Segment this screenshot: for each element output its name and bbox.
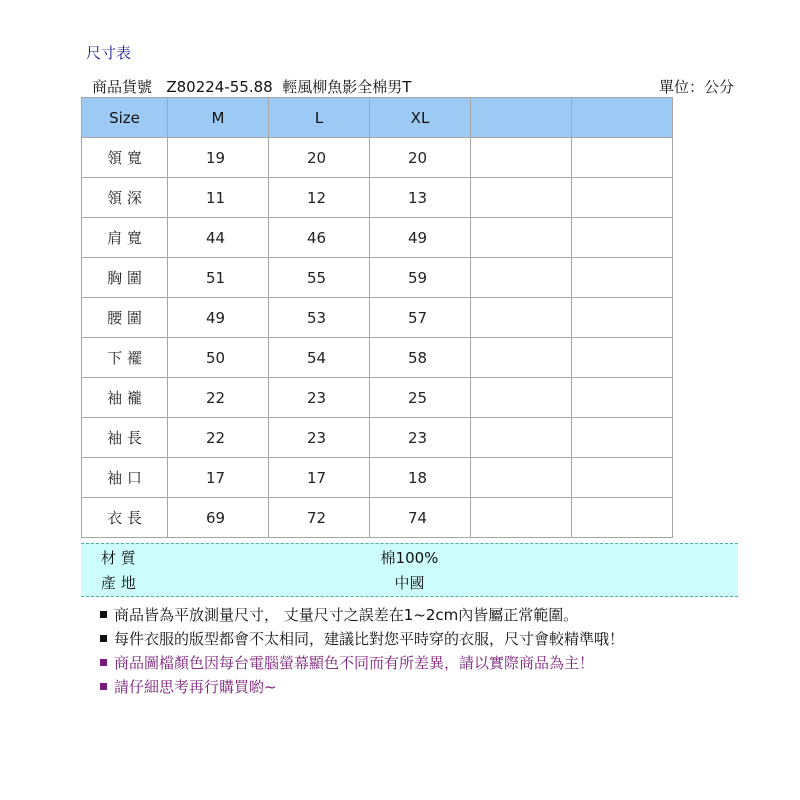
table-row bbox=[82, 378, 673, 418]
table-cell bbox=[572, 338, 673, 378]
table-cell: 50 bbox=[168, 338, 269, 378]
table-cell: 18 bbox=[370, 458, 471, 498]
product-label: 商品貨號 bbox=[92, 78, 153, 96]
table-cell bbox=[572, 498, 673, 538]
table-cell bbox=[471, 138, 572, 178]
table-cell: 58 bbox=[370, 338, 471, 378]
note-text: 每件衣服的版型都會不太相同，建議比對您平時穿的衣服，尺寸會較精準哦！ bbox=[114, 629, 625, 648]
bullet-icon bbox=[100, 635, 107, 642]
table-cell: 72 bbox=[269, 498, 370, 538]
bullet-icon bbox=[100, 659, 107, 666]
material-band bbox=[81, 543, 738, 597]
row-label: 袖 口 bbox=[82, 458, 168, 498]
table-cell: 23 bbox=[269, 418, 370, 458]
header-cell: Size bbox=[82, 98, 168, 138]
row-label: 下 襬 bbox=[82, 338, 168, 378]
header-cell bbox=[471, 98, 572, 138]
product-code: Z80224-55.88 bbox=[166, 78, 273, 96]
table-cell: 22 bbox=[168, 418, 269, 458]
table-row bbox=[82, 138, 673, 178]
table-cell: 51 bbox=[168, 258, 269, 298]
table-cell bbox=[471, 298, 572, 338]
material-label: 材 質 bbox=[101, 549, 136, 567]
table-row bbox=[82, 178, 673, 218]
table-cell: 11 bbox=[168, 178, 269, 218]
row-label: 袖 長 bbox=[82, 418, 168, 458]
table-cell: 55 bbox=[269, 258, 370, 298]
table-cell bbox=[572, 458, 673, 498]
note-item bbox=[100, 650, 624, 674]
note-item bbox=[100, 674, 624, 698]
table-cell: 69 bbox=[168, 498, 269, 538]
origin-label: 產 地 bbox=[101, 574, 136, 592]
table-cell: 17 bbox=[269, 458, 370, 498]
product-name: 輕風柳魚影全棉男T bbox=[282, 78, 412, 96]
table-cell bbox=[471, 338, 572, 378]
header-cell: XL bbox=[370, 98, 471, 138]
table-cell: 54 bbox=[269, 338, 370, 378]
bullet-icon bbox=[100, 683, 107, 690]
table-row bbox=[82, 458, 673, 498]
row-label: 領 寬 bbox=[82, 138, 168, 178]
bullet-icon bbox=[100, 611, 107, 618]
table-cell: 46 bbox=[269, 218, 370, 258]
table-cell: 23 bbox=[269, 378, 370, 418]
row-label: 衣 長 bbox=[82, 498, 168, 538]
table-row bbox=[82, 338, 673, 378]
row-label: 領 深 bbox=[82, 178, 168, 218]
note-text: 請仔細思考再行購買喲~ bbox=[114, 677, 277, 696]
note-text: 商品皆為平放測量尺寸， 丈量尺寸之誤差在1~2cm內皆屬正常範圍。 bbox=[114, 605, 579, 624]
table-cell: 19 bbox=[168, 138, 269, 178]
table-cell bbox=[572, 418, 673, 458]
table-cell bbox=[471, 418, 572, 458]
note-item bbox=[100, 626, 624, 650]
table-cell: 49 bbox=[370, 218, 471, 258]
table-row bbox=[82, 498, 673, 538]
table-cell bbox=[572, 178, 673, 218]
note-item bbox=[100, 602, 624, 626]
header-cell: L bbox=[269, 98, 370, 138]
table-cell bbox=[471, 178, 572, 218]
table-cell: 22 bbox=[168, 378, 269, 418]
row-label: 肩 寬 bbox=[82, 218, 168, 258]
table-row bbox=[82, 298, 673, 338]
size-table-header bbox=[82, 98, 673, 138]
table-cell: 57 bbox=[370, 298, 471, 338]
table-cell: 25 bbox=[370, 378, 471, 418]
unit-label: 單位：公分 bbox=[658, 78, 734, 96]
size-table bbox=[81, 97, 673, 538]
row-label: 袖 襱 bbox=[82, 378, 168, 418]
material-row bbox=[81, 545, 738, 569]
header-cell bbox=[572, 98, 673, 138]
table-cell: 23 bbox=[370, 418, 471, 458]
table-cell: 20 bbox=[370, 138, 471, 178]
row-label: 胸 圍 bbox=[82, 258, 168, 298]
table-cell: 53 bbox=[269, 298, 370, 338]
origin-row bbox=[81, 570, 738, 594]
table-cell: 49 bbox=[168, 298, 269, 338]
table-cell: 17 bbox=[168, 458, 269, 498]
table-cell: 59 bbox=[370, 258, 471, 298]
table-cell bbox=[572, 138, 673, 178]
table-cell bbox=[471, 498, 572, 538]
table-cell: 74 bbox=[370, 498, 471, 538]
origin-value: 中國 bbox=[394, 574, 425, 592]
table-cell: 13 bbox=[370, 178, 471, 218]
table-cell: 44 bbox=[168, 218, 269, 258]
table-cell: 20 bbox=[269, 138, 370, 178]
table-cell bbox=[572, 218, 673, 258]
header-cell: M bbox=[168, 98, 269, 138]
table-cell bbox=[471, 258, 572, 298]
table-cell bbox=[572, 258, 673, 298]
table-row bbox=[82, 418, 673, 458]
row-label: 腰 圍 bbox=[82, 298, 168, 338]
notes-list bbox=[100, 602, 624, 698]
table-row bbox=[82, 218, 673, 258]
page-title: 尺寸表 bbox=[86, 44, 132, 62]
table-cell bbox=[572, 298, 673, 338]
table-cell: 12 bbox=[269, 178, 370, 218]
table-cell bbox=[471, 218, 572, 258]
material-value: 棉100% bbox=[380, 549, 439, 567]
product-line bbox=[92, 76, 411, 97]
note-text: 商品圖檔顏色因每台電腦螢幕顯色不同而有所差異，請以實際商品為主！ bbox=[114, 653, 595, 672]
table-cell bbox=[471, 378, 572, 418]
table-row bbox=[82, 258, 673, 298]
table-cell bbox=[471, 458, 572, 498]
table-cell bbox=[572, 378, 673, 418]
